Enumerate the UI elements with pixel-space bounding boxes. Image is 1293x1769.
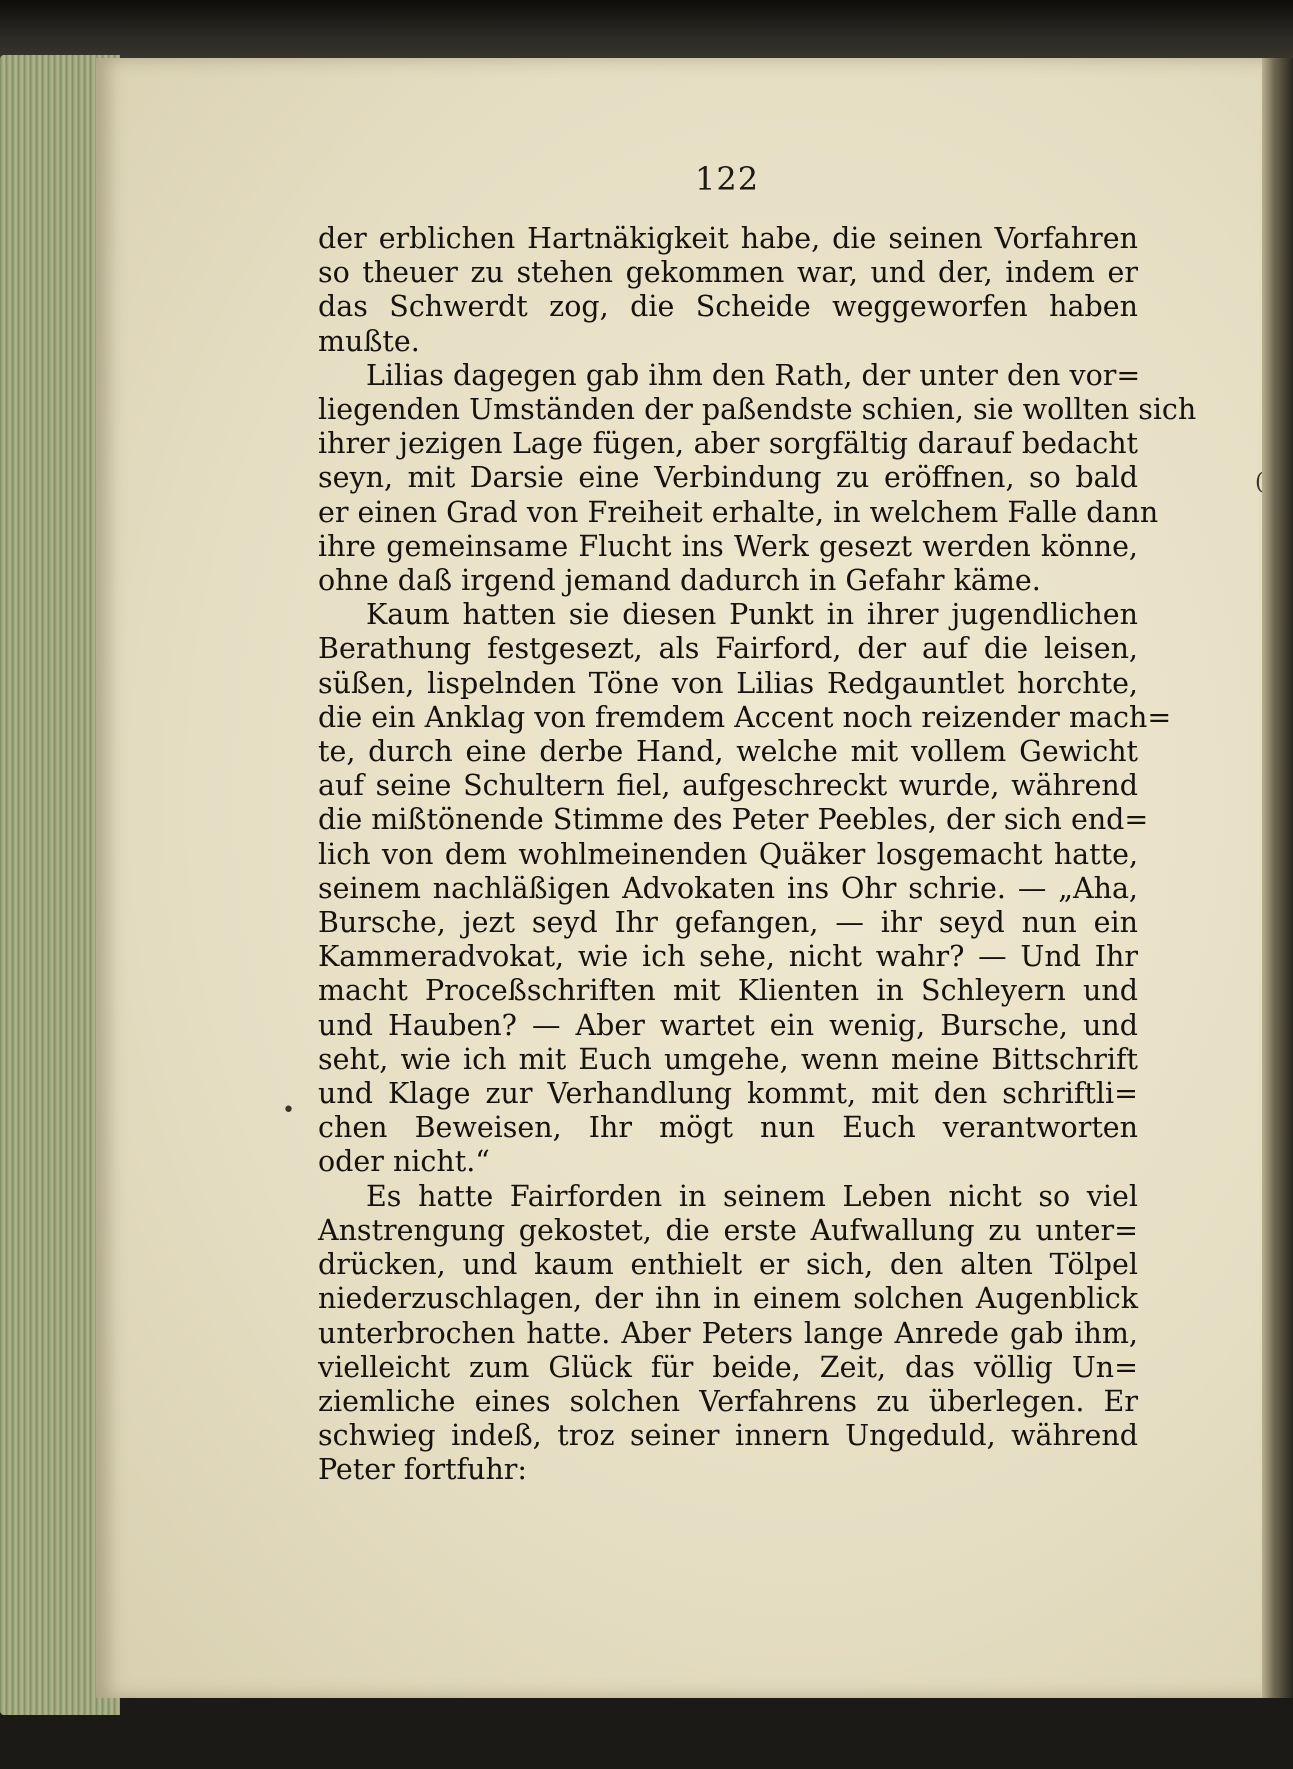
text-line: te, durch eine derbe Hand, welche mit vollem Gewicht	[318, 735, 1138, 769]
text-line: seinem nachläßigen Advokaten ins Ohr schrie. — „Aha,	[318, 871, 1138, 905]
text-line: Lilias dagegen gab ihm den Rath, der unter den vor=	[366, 358, 1141, 392]
text-line: Kammeradvokat, wie ich sehe, nicht wahr? — Und Ihr	[318, 940, 1138, 974]
text-line: Bursche, jezt seyd Ihr gefangen, — ihr seyd nun ein	[318, 906, 1138, 940]
text-line: Anstrengung gekostet, die erste Aufwallung zu unter=	[318, 1213, 1138, 1247]
text-line: auf seine Schultern fiel, aufgeschreckt wurde, während	[318, 769, 1138, 803]
body-text	[318, 222, 1197, 1488]
text-line: ziemliche eines solchen Verfahrens zu überlegen. Er	[318, 1384, 1138, 1418]
text-line: seht, wie ich mit Euch umgehe, wenn meine Bittschrift	[318, 1042, 1138, 1076]
text-line: drücken, und kaum enthielt er sich, den alten Tölpel	[318, 1248, 1138, 1282]
text-line: macht Proceßschriften mit Klienten in Schleyern und	[318, 974, 1138, 1008]
text-line: schwieg indeß, troz seiner innern Ungeduld, während	[318, 1419, 1138, 1453]
text-line: Kaum hatten sie diesen Punkt in ihrer jugendlichen	[366, 598, 1138, 632]
margin-mark-icon: •	[282, 1098, 295, 1123]
text-line: niederzuschlagen, der ihn in einem solchen Augenblick	[318, 1282, 1138, 1316]
text-line: ihre gemeinsame Flucht ins Werk gesezt werden könne,	[318, 529, 1138, 563]
text-line: lich von dem wohlmeinenden Quäker losgemacht hatte,	[318, 837, 1138, 871]
text-line: Es hatte Fairforden in seinem Leben nicht so viel	[366, 1179, 1138, 1213]
book-top-shadow	[0, 0, 1293, 62]
text-line: vielleicht zum Glück für beide, Zeit, das völlig Un=	[318, 1350, 1138, 1384]
gutter-shadow	[1262, 58, 1293, 1698]
text-line: der erblichen Hartnäkigkeit habe, die seinen Vorfahren	[318, 222, 1138, 255]
text-line: ohne daß irgend jemand dadurch in Gefahr käme.	[318, 564, 1041, 598]
text-line: ihrer jezigen Lage fügen, aber sorgfältig darauf bedacht	[318, 427, 1138, 461]
text-line: die ein Anklag von fremdem Accent noch reizender mach=	[318, 700, 1172, 734]
text-line: Berathung festgesezt, als Fairford, der auf die leisen,	[318, 632, 1138, 666]
text-line: und Hauben? — Aber wartet ein wenig, Bursche, und	[318, 1008, 1138, 1042]
text-line: unterbrochen hatte. Aber Peters lange Anrede gab ihm,	[318, 1316, 1138, 1350]
text-line: liegenden Umständen der paßendste schien, sie wollten sich	[318, 393, 1197, 427]
text-line: die mißtönende Stimme des Peter Peebles, der sich end=	[318, 803, 1149, 837]
text-line: er einen Grad von Freiheit erhalte, in welchem Falle dann	[318, 495, 1159, 529]
text-line: chen Beweisen, Ihr mögt nun Euch verantworten	[318, 1111, 1138, 1145]
text-line: seyn, mit Darsie eine Verbindung zu eröffnen, so bald	[318, 461, 1138, 495]
text-line: und Klage zur Verhandlung kommt, mit den schriftli=	[318, 1077, 1138, 1111]
text-line: das Schwerdt zog, die Scheide weggeworfen haben	[318, 290, 1138, 324]
margin-mark-icon: (	[1255, 470, 1264, 495]
text-line: süßen, lispelnden Töne von Lilias Redgauntlet horchte,	[318, 666, 1138, 700]
text-line: so theuer zu stehen gekommen war, und der, indem er	[318, 256, 1138, 290]
text-line: Peter fortfuhr:	[318, 1453, 528, 1487]
text-line: oder nicht.“	[318, 1145, 490, 1179]
text-line: mußte.	[318, 324, 420, 358]
page-number: 122	[695, 160, 760, 198]
